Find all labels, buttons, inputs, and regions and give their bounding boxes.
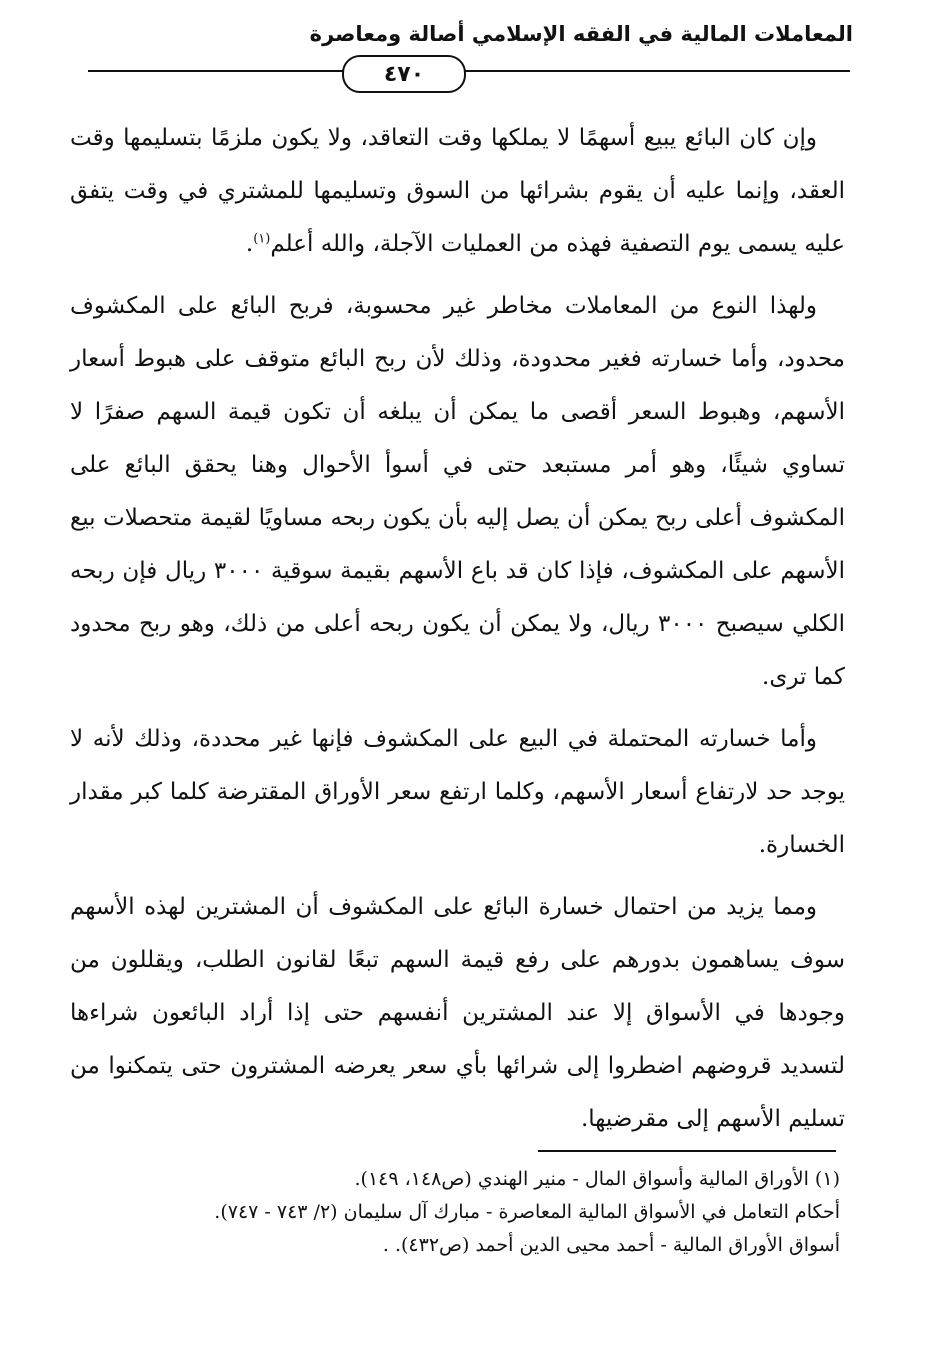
- header-rule: [88, 70, 850, 72]
- page-number-badge: ٤٧٠: [342, 55, 466, 93]
- paragraph-1: [70, 112, 845, 271]
- paragraph-3: وأما خسارته المحتملة في البيع على المكشوف فإنها غير محددة، وذلك لأنه لا يوجد حد لارتفاع أسعار الأسهم، وكلما ارتفع سعر الأوراق المقترضة كلما كبر مقدار الخسارة.: [70, 726, 845, 858]
- footnote-line: أحكام التعامل في الأسواق المالية المعاصرة - مبارك آل سليمان (٢/ ٧٤٣ - ٧٤٧).: [214, 1201, 840, 1223]
- paragraph-2: ولهذا النوع من المعاملات مخاطر غير محسوبة، فربح البائع على المكشوف محدود، وأما خسارته فغير محدودة، وذلك لأن ربح البائع متوقف على هبوط أسعار الأسهم، وهبوط السعر أقصى ما يمكن أن يبلغه أن تكون قيمة السهم صفرًا لا تساوي شيئًا، وهو أمر مستبعد حتى في أسوأ الأحوال وهنا يحقق البائع على المكشوف أعلى ربح يمكن أن يصل إليه بأن يكون ربحه مساويًا لقيمة متحصلات بيع الأسهم على المكشوف، فإذا كان قد باع الأسهم بقيمة سوقية ٣٠٠٠ ريال فإن ربحه الكلي سيصبح ٣٠٠٠ ريال، ولا يمكن أن يكون ربحه أعلى من ذلك، وهو ربح محدود كما ترى.: [70, 293, 846, 690]
- footnotes: [70, 1163, 840, 1262]
- footnote-line: (١) الأوراق المالية وأسواق المال - منير الهندي (ص١٤٨، ١٤٩).: [354, 1168, 840, 1190]
- footnote-separator: [538, 1150, 836, 1152]
- footnote-line: أسواق الأوراق المالية - أحمد محيى الدين أحمد (ص٤٣٢). .: [382, 1234, 840, 1256]
- paragraph-4: ومما يزيد من احتمال خسارة البائع على المكشوف أن المشترين لهذه الأسهم سوف يساهمون بدورهم على رفع قيمة السهم تبعًا لقانون الطلب، ويقللون من وجودها في الأسواق إلا عند المشترين أنفسهم حتى إذا أراد البائعون شراءها لتسديد قروضهم اضطروا إلى شرائها بأي سعر يعرضه المشترون حتى يتمكنوا من تسليم الأسهم إلى مقرضيها.: [70, 894, 845, 1132]
- running-header-title: المعاملات المالية في الفقه الإسلامي أصالة ومعاصرة: [309, 22, 853, 46]
- main-text: [70, 112, 845, 1155]
- paragraph-text: وإن كان البائع يبيع أسهمًا لا يملكها وقت التعاقد، ولا يكون ملزمًا بتسليمها وقت العقد، وإنما عليه أن يقوم بشرائها من السوق وتسليمها للمشتري في وقت يتفق عليه يسمى يوم التصفية فهذه من العمليات الآجلة، والله أعلم: [70, 125, 845, 257]
- paragraph-end: .: [245, 231, 254, 257]
- footnote-reference[interactable]: (١): [253, 231, 271, 247]
